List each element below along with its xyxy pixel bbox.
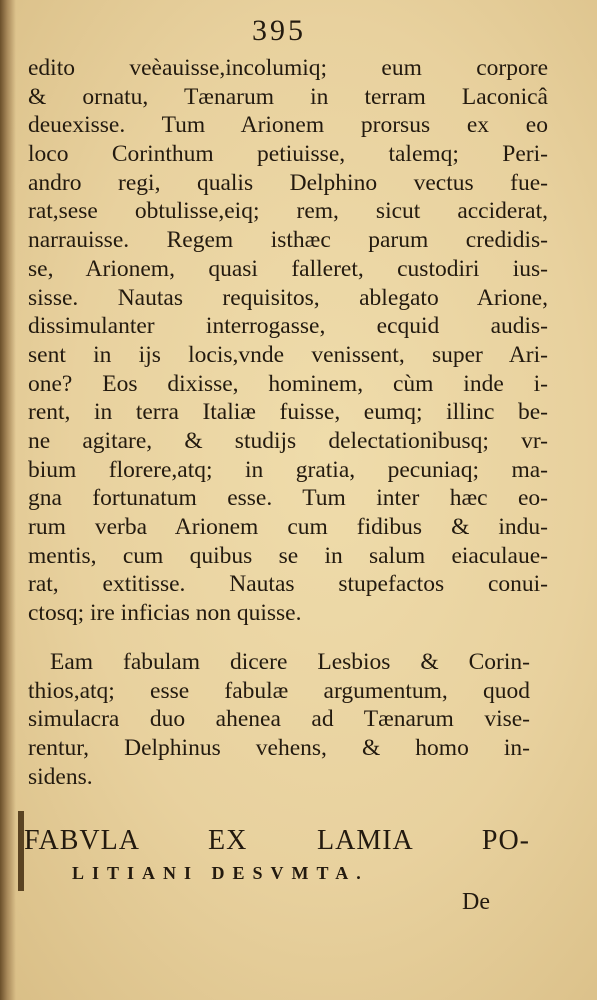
text-line: narrauisse. Regem isthæc parum credidis- xyxy=(28,227,548,254)
text-line: sent in ijs locis,vnde venissent, super Ari- xyxy=(28,341,548,368)
text-line: rum verba Arionem cum fidibus & indu- xyxy=(28,514,548,540)
catchword: De xyxy=(462,889,490,915)
section-subheading: LITIANI DESVMTA. xyxy=(72,863,369,883)
text-line: one? Eos dixisse, hominem, cùm inde i- xyxy=(28,370,548,397)
text-line: se, Arionem, quasi falleret, custodiri ius- xyxy=(28,255,548,282)
text-line: edito veèauisse,incolumiq; eum corpore xyxy=(28,55,548,81)
text-line: rentur, Delphinus vehens, & homo in- xyxy=(28,735,530,762)
text-line: & ornatu, Tænarum in terram Laconicâ xyxy=(28,83,548,110)
text-line: ne agitare, & studijs delectationibusq; vr- xyxy=(28,427,548,454)
paragraph-2 xyxy=(28,648,530,791)
text-line: rat,sese obtulisse,eiq; rem, sicut acciderat, xyxy=(28,198,548,225)
text-line: Eam fabulam dicere Lesbios & Corin- xyxy=(50,649,530,675)
text-line: loco Corinthum petiuisse, talemq; Peri- xyxy=(28,141,548,168)
text-line: bium florere,atq; in gratia, pecuniaq; ma- xyxy=(28,456,548,483)
section-heading: FABVLA EX LAMIA PO- xyxy=(24,825,530,856)
text-line: thios,atq; esse fabulæ argumentum, quod xyxy=(28,677,530,704)
text-line: andro regi, qualis Delphino vectus fue- xyxy=(28,169,548,196)
text-line: rat, extitisse. Nautas stupefactos conui- xyxy=(28,571,548,598)
paragraph-1 xyxy=(28,54,548,628)
page-number: 395 xyxy=(252,14,306,47)
text-line: gna fortunatum esse. Tum inter hæc eo- xyxy=(28,485,548,512)
text-line: mentis, cum quibus se in salum eiaculaue- xyxy=(28,542,548,569)
text-line: sidens. xyxy=(28,763,93,790)
text-line: sisse. Nautas requisitos, ablegato Arione, xyxy=(28,284,548,311)
text-line: ctosq; ire inficias non quisse. xyxy=(28,600,302,627)
text-line: simulacra duo ahenea ad Tænarum vise- xyxy=(28,706,530,733)
binding-gutter xyxy=(0,0,16,1000)
text-line: rent, in terra Italiæ fuisse, eumq; illinc be- xyxy=(28,399,548,426)
text-line: dissimulanter interrogasse, ecquid audis- xyxy=(28,313,548,340)
text-line: deuexisse. Tum Arionem prorsus ex eo xyxy=(28,112,548,139)
